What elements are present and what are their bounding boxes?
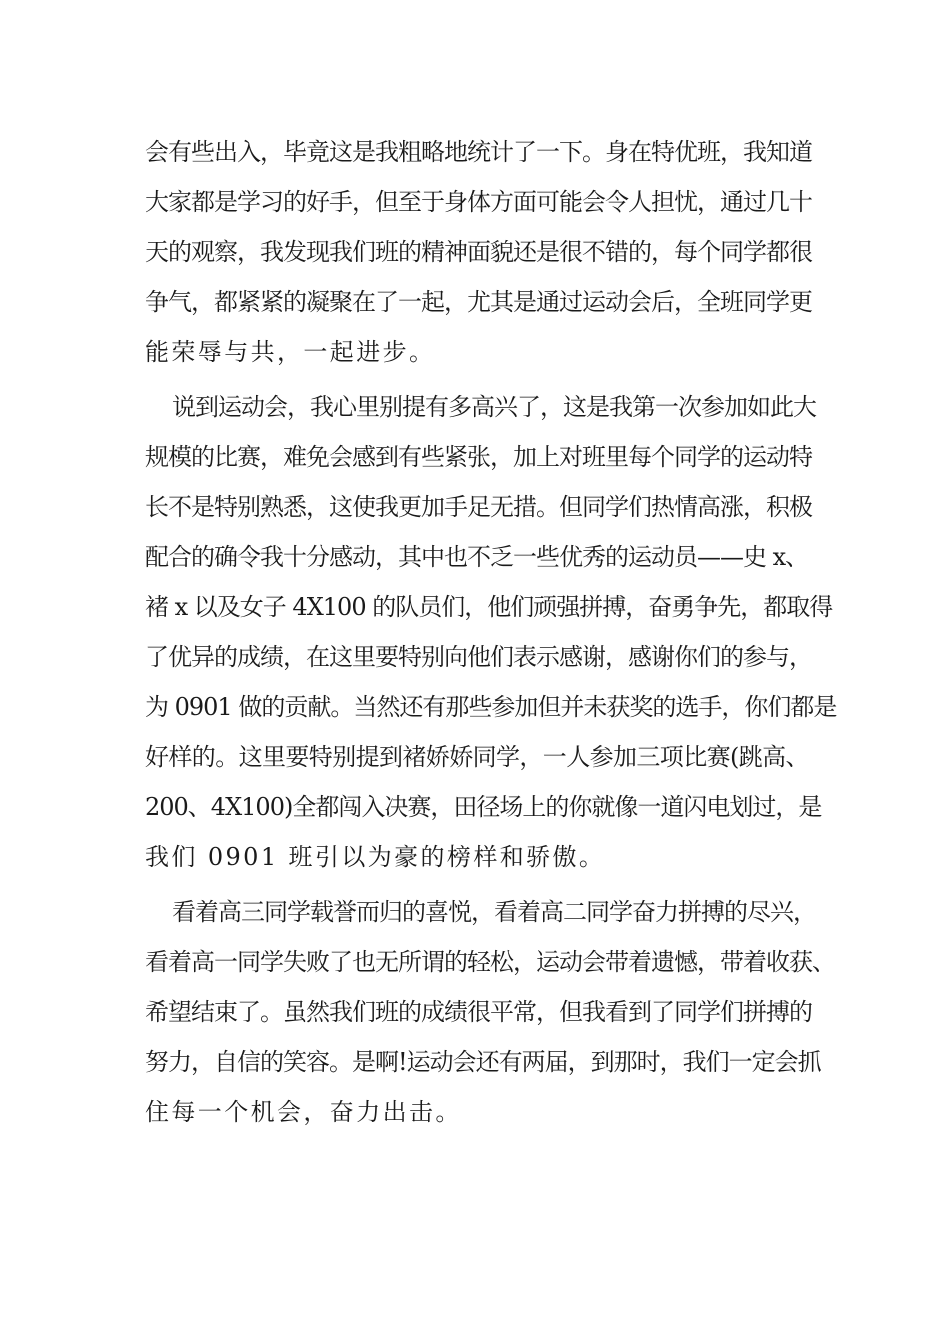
text-line: 天的观察，我发现我们班的精神面貌还是很不错的，每个同学都很 <box>145 238 812 266</box>
text-line: 大家都是学习的好手，但至于身体方面可能会令人担忧，通过几十 <box>145 188 812 216</box>
text-line: 配合的确令我十分感动，其中也不乏一些优秀的运动员——史 x、 <box>145 543 809 571</box>
text-line: 住每一个机会，奋力出击。 <box>145 1098 462 1126</box>
text-line: 争气，都紧紧的凝聚在了一起，尤其是通过运动会后，全班同学更 <box>145 288 812 316</box>
text-line: 看着高一同学失败了也无所谓的轻松，运动会带着遗憾，带着收获、 <box>145 948 835 976</box>
text-line: 我们 0901 班引以为豪的榜样和骄傲。 <box>145 843 606 871</box>
text-line: 好样的。这里要特别提到褚娇娇同学，一人参加三项比赛(跳高、 <box>145 743 809 771</box>
text-line: 为 0901 做的贡献。当然还有那些参加但并未获奖的选手，你们都是 <box>145 693 837 721</box>
text-line: 了优异的成绩，在这里要特别向他们表示感谢，感谢你们的参与， <box>145 643 812 671</box>
text-line: 能荣辱与共，一起进步。 <box>145 338 436 366</box>
text-line: 看着高三同学载誉而归的喜悦，看着高二同学奋力拼搏的尽兴， <box>172 898 816 926</box>
text-line: 长不是特别熟悉，这使我更加手足无措。但同学们热情高涨，积极 <box>145 493 812 521</box>
text-line: 褚 x 以及女子 4X100 的队员们，他们顽强拼搏，奋勇争先，都取得 <box>145 593 833 621</box>
text-line: 规模的比赛，难免会感到有些紧张，加上对班里每个同学的运动特 <box>145 443 812 471</box>
text-line: 会有些出入，毕竟这是我粗略地统计了一下。身在特优班，我知道 <box>145 138 812 166</box>
text-line: 希望结束了。虽然我们班的成绩很平常，但我看到了同学们拼搏的 <box>145 998 812 1026</box>
text-line: 努力，自信的笑容。是啊!运动会还有两届，到那时，我们一定会抓 <box>145 1048 821 1076</box>
text-line: 说到运动会，我心里别提有多高兴了，这是我第一次参加如此大 <box>172 393 816 421</box>
text-line: 200、4X100)全都闯入决赛，田径场上的你就像一道闪电划过，是 <box>145 793 822 821</box>
